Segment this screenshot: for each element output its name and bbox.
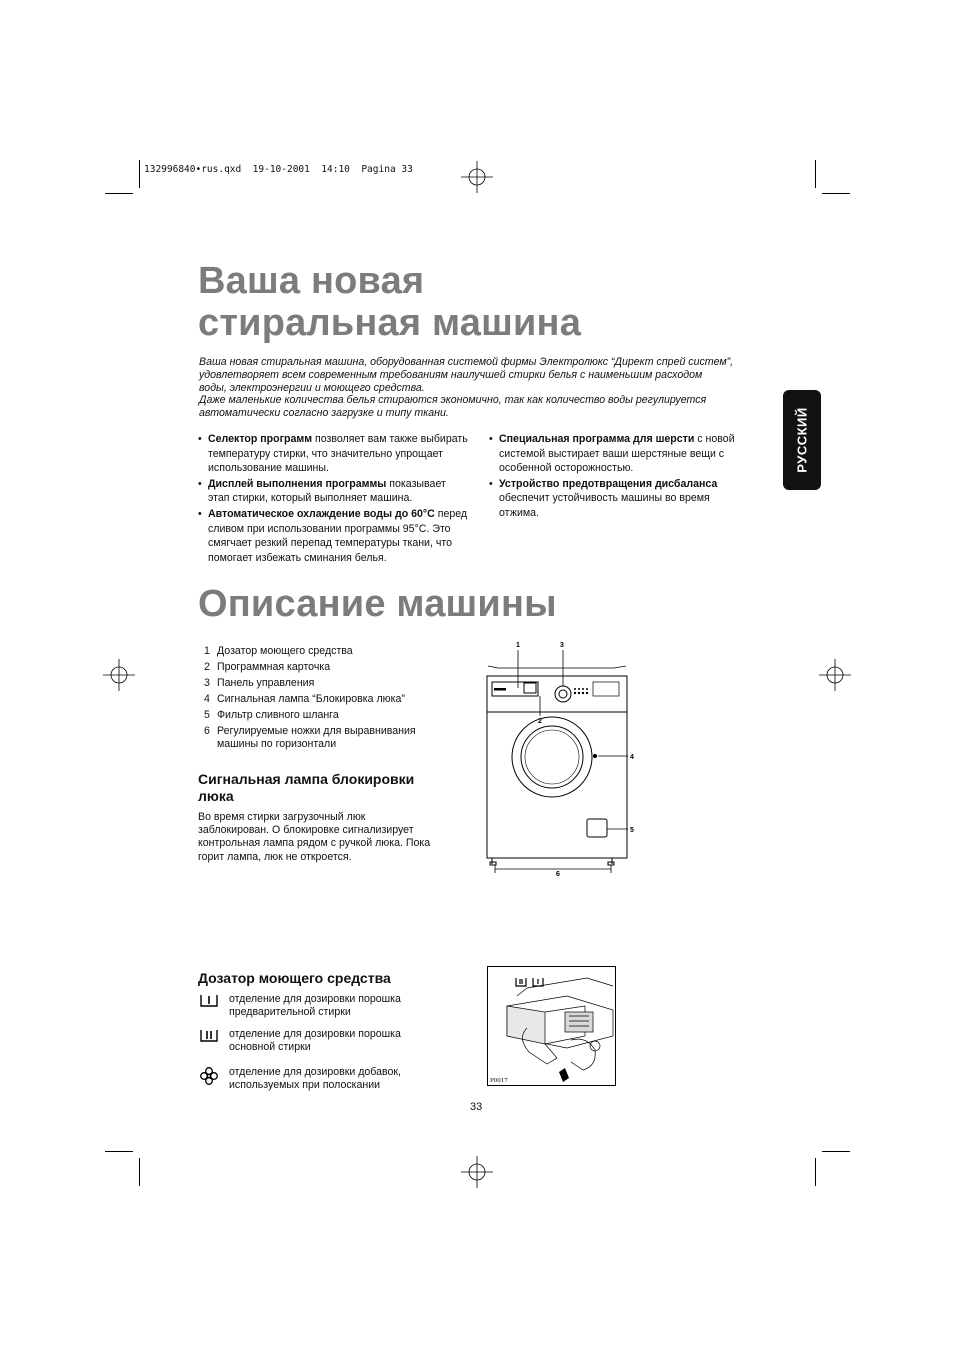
page-number: 33	[470, 1101, 483, 1113]
mainwash-compartment-icon	[199, 1028, 229, 1054]
part-label: Панель управления	[217, 676, 315, 689]
feature-item	[198, 477, 470, 506]
parts-list-item	[204, 707, 464, 723]
feature-text: обеспечит устойчивость машины во время отжима.	[499, 492, 710, 519]
lock-lamp-text-line: Во время стирки загрузочный люк	[198, 811, 366, 823]
feature-name: Дисплей выполнения программы	[208, 477, 387, 490]
page-title-line1: Ваша новая	[198, 260, 425, 302]
machine-callout-1: 1	[516, 642, 520, 649]
lock-lamp-text	[198, 811, 468, 864]
dispenser-heading: Дозатор моющего средства	[198, 970, 391, 986]
dispenser-item	[199, 1028, 401, 1054]
feature-item	[198, 507, 470, 565]
part-number: 1	[204, 645, 210, 657]
parts-list	[204, 643, 464, 752]
dispenser-item-text: отделение для дозировки порошка	[229, 1028, 401, 1040]
features-list-left	[198, 432, 470, 566]
feature-item	[489, 432, 751, 476]
dispenser-item	[199, 993, 401, 1019]
language-tab-label: РУССКИЙ	[794, 407, 810, 473]
intro-line: воды, электроэнергии и моющего средства.	[199, 381, 425, 394]
lock-lamp-heading-line: люка	[198, 788, 234, 804]
machine-callout-3: 3	[560, 642, 564, 649]
intro-line: автоматически согласно загрузке и типу ткани.	[199, 407, 449, 420]
intro-line: Даже маленькие количества белья стираются экономично, так как количество воды регулируется	[199, 394, 707, 407]
lock-lamp-text-line: горит лампа, люк не откроется.	[198, 850, 352, 863]
feature-name: Устройство предотвращения дисбаланса	[499, 477, 718, 490]
dispenser-item-text: используемых при полоскании	[229, 1079, 381, 1092]
drawer-image-code: P0017	[490, 1078, 508, 1084]
washing-machine-illustration	[480, 636, 640, 882]
feature-name: Специальная программа для шерсти	[499, 433, 695, 445]
flower-softener-icon	[199, 1066, 229, 1092]
machine-callout-6: 6	[556, 871, 560, 878]
file-slug: 132996840•rus.qxd 19-10-2001 14:10 Pagina 33	[144, 164, 413, 175]
lock-lamp-heading-line: Сигнальная лампа блокировки	[198, 771, 415, 787]
parts-list-item	[204, 659, 464, 675]
detergent-drawer-illustration	[487, 966, 616, 1086]
prewash-compartment-icon	[199, 993, 229, 1019]
feature-text: показывает этап стирки, который выполняет машина.	[208, 477, 446, 505]
features-list-right	[489, 432, 751, 522]
part-label: Дозатор моющего средства	[217, 644, 353, 657]
dispenser-item-text: отделение для дозировки порошка	[229, 993, 401, 1005]
feature-text: перед сливом при использовании программы 95°C. Это смягчает резкий перепад температуры ткани, что помогает избежать сминания белья.	[208, 507, 468, 564]
machine-callout-5: 5	[630, 827, 634, 834]
intro-line: Ваша новая стиральная машина, оборудованная системой фирмы Электролюкс “Директ спрей систем”,	[199, 356, 734, 368]
page-title-line2: стиральная машина	[198, 302, 582, 344]
section-title-description: Описание машины	[198, 583, 557, 625]
part-label: Регулируемые ножки для выравнивания машины по горизонтали	[217, 724, 416, 750]
lock-lamp-heading	[198, 771, 414, 805]
parts-list-item	[204, 675, 464, 691]
machine-callout-2: 2	[538, 718, 542, 725]
feature-text: с новой системой выстирает ваши шерстяные вещи с особенной осторожностью.	[499, 433, 735, 475]
machine-callout-4: 4	[630, 754, 634, 761]
feature-name: Селектор программ	[208, 433, 313, 445]
feature-name: Автоматическое охлаждение воды до 60°C	[208, 507, 435, 520]
dispenser-item-text: основной стирки	[229, 1041, 311, 1054]
part-label: Фильтр сливного шланга	[217, 708, 339, 721]
dispenser-item-text: отделение для дозировки добавок,	[229, 1066, 402, 1078]
language-tab	[783, 390, 821, 490]
feature-item	[198, 432, 470, 476]
parts-list-item	[204, 691, 464, 707]
dispenser-item	[199, 1066, 401, 1092]
part-number: 5	[204, 709, 210, 721]
intro-line: удовлетворяет всем современным требованиям наилучшей стирки белья с наименьшим расходом	[199, 368, 703, 381]
lock-lamp-text-line: заблокирован. О блокировке сигнализирует	[198, 824, 414, 837]
part-number: 3	[204, 677, 210, 689]
intro-paragraph	[199, 356, 759, 420]
part-label: Сигнальная лампа “Блокировка люка”	[217, 692, 405, 705]
part-number: 4	[204, 693, 210, 705]
part-label: Программная карточка	[217, 660, 331, 673]
part-number: 6	[204, 725, 210, 737]
parts-list-item	[204, 723, 464, 752]
part-number: 2	[204, 661, 210, 673]
dispenser-item-text: предварительной стирки	[229, 1006, 351, 1019]
lock-lamp-text-line: контрольная лампа рядом с ручкой люка. Пока	[198, 837, 431, 850]
parts-list-item	[204, 643, 464, 659]
feature-item	[489, 477, 751, 521]
feature-text: позволяет вам также выбирать температуру стирки, что значительно упрощает использование машины.	[208, 433, 468, 475]
